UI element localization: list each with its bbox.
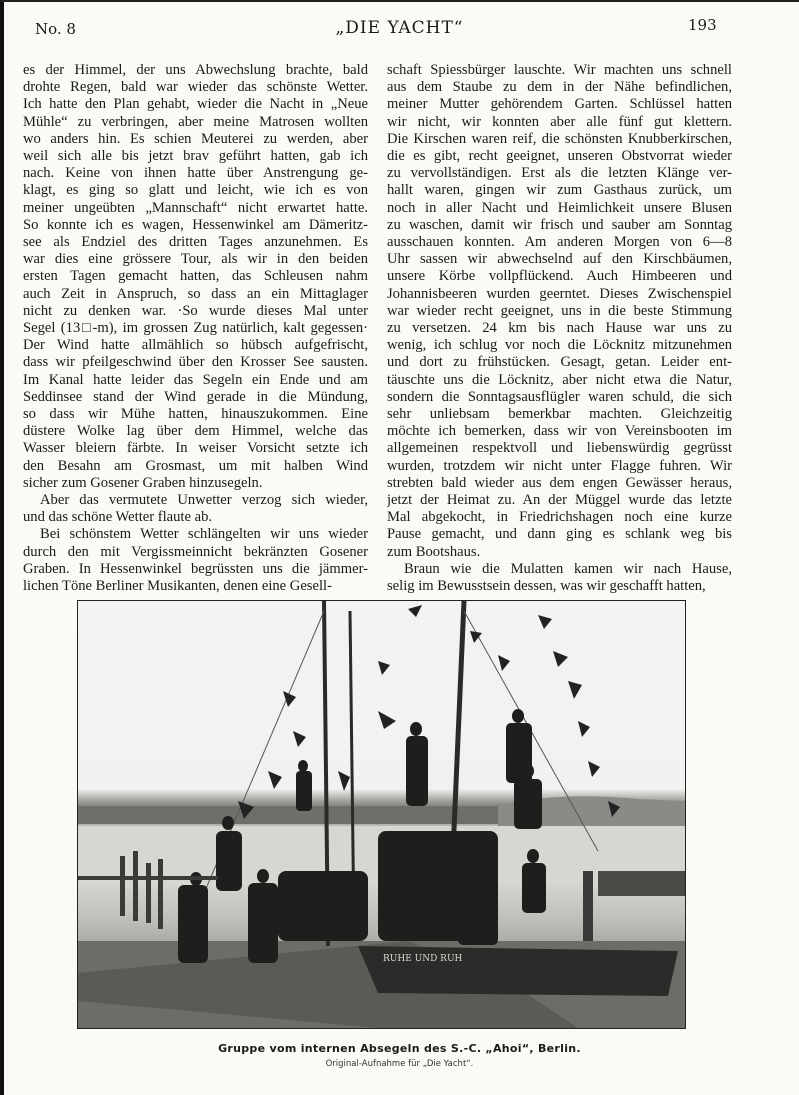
text-line: düstere Wolke lag über dem Himmel, welche das xyxy=(23,423,368,440)
text-line: wenig, ich schlug vor noch die Löcknitz mitzunehmen xyxy=(387,337,732,354)
text-line: sicher zum Gosener Graben hinzusegeln. xyxy=(23,474,263,491)
text-line: klagt, es ging so glatt und leicht, wie ich es von xyxy=(23,182,368,199)
text-line: hallt waren, gingen wir zum Gasthaus zurück, um xyxy=(387,182,732,199)
text-line: meiner Mutter gehörendem Garten. Schlüssel hatten xyxy=(387,96,732,113)
text-line: meiner ungeübten „Mannschaft“ nicht erwartet hatte. xyxy=(23,199,368,216)
text-line: Seddinsee stand der Wind gerade in die Mündung, xyxy=(23,388,368,405)
text-line: dass wir pfeilgeschwind über den Krosser See sausten. xyxy=(23,354,368,371)
text-line: sehr unliebsam bemerkbar machten. Gleichzeitig xyxy=(387,406,732,423)
text-line: wurden, trotzdem wir nicht unter Flagge fuhren. Wir xyxy=(387,457,732,474)
boat-funnel xyxy=(583,871,593,941)
text-line: war wieder recht geeignet, uns in die beste Stimmung xyxy=(387,302,732,319)
text-line: Mühle“ zu verbringen, aber meine Matrosen wollten xyxy=(23,113,368,130)
text-line: möchte ich bemerken, dass wir von Vereinsbooten im xyxy=(387,423,732,440)
text-line: Die Kirschen waren reif, die schönsten Knubberkirschen, xyxy=(387,130,732,147)
text-line: zu waschen, damit wir frisch und sauber am Sonntag xyxy=(387,216,732,233)
running-header xyxy=(0,14,799,44)
text-line: Braun wie die Mulatten kamen wir nach Hause, xyxy=(404,560,732,577)
text-line: zu vervollständigen. Erst als die letzten Klänge ver- xyxy=(387,165,732,182)
text-line: Im Kanal hatte leider das Segeln ein Ende und am xyxy=(23,371,368,388)
photo-caption xyxy=(0,1042,799,1069)
text-column-right xyxy=(387,62,732,595)
page-edge-top xyxy=(0,0,799,2)
text-line: die es gibt, recht geeignet, unseren Obstvorrat wieder xyxy=(387,148,732,165)
text-line: sondern die Sonntagsausflügler waren schuld, die sich xyxy=(387,388,732,405)
text-line: lichen Töne Berliner Musikanten, denen eine Gesell- xyxy=(23,578,332,595)
text-line: Pause gemacht, und dann ging es schlank weg bis xyxy=(387,526,732,543)
text-line: Johannisbeeren wurden geerntet. Dieses Zwischenspiel xyxy=(387,285,732,302)
text-line: so dass wir Mühe hatten, hinauszukommen. Eine xyxy=(23,406,368,423)
paragraph xyxy=(387,62,732,561)
photo-illustration xyxy=(78,601,685,1028)
text-line: weil sich alle bis jetzt brav geführt hatten, gab ich xyxy=(23,148,368,165)
text-line: und das schöne Wetter flaute ab. xyxy=(23,509,213,526)
caption-title: Gruppe vom internen Absegeln des S.-C. „Ahoi“, Berlin. xyxy=(218,1042,581,1055)
text-line: auch Zeit in Anspruch, so dass an ein Mittaglager xyxy=(23,285,368,302)
text-line: Bei schönstem Wetter schlängelten wir uns wieder xyxy=(40,526,368,543)
boat-name-label: RUHE UND RUH xyxy=(383,954,463,964)
boat-awning xyxy=(598,871,685,896)
text-line: ersten Tagen gemacht hatten, das Schleusen nahm xyxy=(23,268,368,285)
text-line: jetzt der Heimat zu. An der Müggel wurde das letzte xyxy=(387,492,732,509)
page-number: 193 xyxy=(688,16,717,34)
text-line: So konnte ich es wagen, Hessenwinkel am Dämeritz- xyxy=(23,216,368,233)
text-line: Uhr sassen wir abwechselnd auf den Kirschbäumen, xyxy=(387,251,732,268)
photograph-sailing-club-group xyxy=(77,600,686,1029)
text-line: see als Endziel des dritten Tages anzunehmen. Es xyxy=(23,234,368,251)
text-line: Aber das vermutete Unwetter verzog sich wieder, xyxy=(40,492,368,509)
text-line: Segel (13□-m), im grossen Zug natürlich, kalt gegessen· xyxy=(23,320,368,337)
paragraph xyxy=(387,561,732,595)
text-line: Wasser bleiern färbte. In weiser Vorsicht setzte ich xyxy=(23,440,368,457)
text-line: Graben. In Hessenwinkel begrüssten uns die jämmer- xyxy=(23,560,368,577)
text-line: ausschauen konnten. Am anderen Morgen von 6—8 xyxy=(387,234,732,251)
page-edge-left xyxy=(0,0,4,1095)
paragraph xyxy=(23,62,368,492)
text-line: nicht zu denken war. ·So wurde dieses Mal unter xyxy=(23,302,368,319)
text-line: Ich hatte den Plan gehabt, wieder die Nacht in „Neue xyxy=(23,96,368,113)
text-line: durch den mit Vergissmeinnicht bekränzten Gosener xyxy=(23,543,368,560)
text-line: war dies eine grössere Tour, als wir in den beiden xyxy=(23,251,368,268)
caption-credit: Original-Aufnahme für „Die Yacht“. xyxy=(325,1059,474,1069)
text-line: aus dem Staube zu dem in der Nähe befindlichen, xyxy=(387,79,732,96)
text-column-left xyxy=(23,62,368,595)
text-line: strebten bald wieder aus dem engen Gewässer heraus, xyxy=(387,474,732,491)
text-line: Der Wind hatte allmählich so hübsch aufgefrischt, xyxy=(23,337,368,354)
text-line: wir nicht, wir konnten aber alle fünf gut klettern. xyxy=(387,113,732,130)
text-line: nach. Keine von ihnen hatte über Anstrengung ge- xyxy=(23,165,368,182)
paragraph xyxy=(23,526,368,595)
paragraph xyxy=(23,492,368,526)
text-line: schaft Spiessbürger lauschte. Wir machten uns schnell xyxy=(387,62,732,78)
text-line: wo anders hin. Es schien Meuterei zu werden, aber xyxy=(23,130,368,147)
text-line: unsere Körbe vollpflückend. Auch Himbeeren und xyxy=(387,268,732,285)
text-line: selig im Bewusstsein dessen, was wir geschafft hatten, xyxy=(387,578,706,595)
text-line: den Besahn am Grosmast, um mit halben Wind xyxy=(23,457,368,474)
text-line: täuschte uns die Löcknitz, aber nicht etwa die Natur, xyxy=(387,371,732,388)
text-line: es der Himmel, der uns Abwechslung brachte, bald xyxy=(23,62,368,78)
issue-number: No. 8 xyxy=(35,20,76,38)
text-line: Mal abgekocht, in Friedrichshagen noch eine kurze xyxy=(387,509,732,526)
text-line: und dort zu frühstücken. Gesagt, getan. Leider ent- xyxy=(387,354,732,371)
text-line: zum Bootshaus. xyxy=(387,543,481,560)
text-line: zu versetzen. 24 km bis nach Hause war uns zu xyxy=(387,320,732,337)
text-line: drohte Regen, bald war wieder das schönste Wetter. xyxy=(23,79,368,96)
journal-title: „DIE YACHT“ xyxy=(335,18,464,38)
text-line: allgemeinen respektvoll und liebenswürdig gegrüsst xyxy=(387,440,732,457)
text-line: noch in aller Nacht und Heimlichkeit unsere Blusen xyxy=(387,199,732,216)
